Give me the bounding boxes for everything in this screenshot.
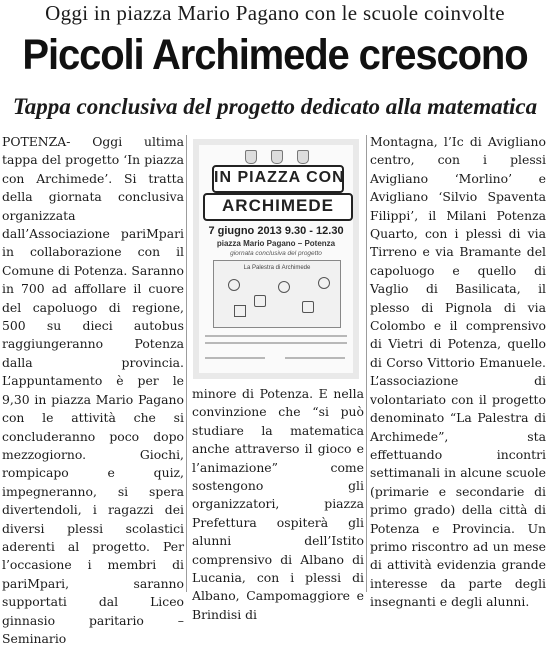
article-column-2 [192, 385, 364, 622]
subheadline: Tappa conclusiva del progetto dedicato alla matematica [12, 94, 538, 119]
crest-icon [245, 150, 257, 164]
poster-footer-line [285, 357, 345, 359]
doodle-icon [228, 279, 240, 291]
poster-footer-line [205, 342, 347, 344]
doodle-icon [278, 281, 290, 293]
doodle-icon [302, 301, 314, 313]
poster-sheet [199, 145, 353, 373]
article-column-3 [370, 133, 546, 610]
poster-box-label: La Palestra di Archimede [243, 265, 311, 271]
doodle-icon [254, 295, 266, 307]
crest-icon [297, 150, 309, 164]
poster-place: piazza Mario Pagano – Potenza [216, 239, 336, 248]
poster-title-line-2: ARCHIMEDE [203, 193, 353, 221]
crest-icon [271, 150, 283, 164]
poster-subtitle: giornata conclusiva del progetto [230, 250, 322, 257]
kicker: Oggi in piazza Mario Pagano con le scuole coinvolte [45, 1, 505, 25]
column-divider [366, 135, 367, 592]
doodle-icon [234, 305, 246, 317]
article-column-1 [2, 133, 184, 646]
poster-footer-line [205, 357, 265, 359]
body-paragraph: Montagna, l’Ic di Avigliano centro, con i plessi Avigliano ‘Morlino’ e Avigliano ‘Silvio Spaventa Filippi’, il Milani Potenza Quarto, con i plessi di via Tirreno e via Bramante del capoluogo e quello di Vaglio di Basilicata, il plesso di Pignola di via Colombo e il comprensivo di Vietri di Potenza, quello di Corso Vittorio Emanuele. L’associazione di volontariato con il progetto denominato “La Palestra di Archimede”, sta effettuando incontri settimanali in alcune scuole (primarie e secondarie di primo grado) della città di Potenza e Provincia. Un primo riscontro ad un mese di attività evidenzia grande interesse da parte degli insegnanti e degli alunni. [370, 134, 546, 610]
column-divider [186, 135, 187, 592]
event-poster-image [193, 139, 359, 379]
body-paragraph: minore di Potenza. E nella convinzione che “si può studiare la matematica anche attraverso il gioco e l’animazione” come sostengono gli organizzatori, piazza Prefettura ospiterà gli alunni dell’Istito comprensivo di Albano di Lucania, con i plessi di Albano, Campomaggiore e Brindisi di [192, 386, 364, 622]
doodle-icon [318, 277, 330, 289]
poster-date: 7 giugno 2013 9.30 - 12.30 [208, 225, 344, 237]
poster-illustration-box [213, 260, 341, 328]
headline: Piccoli Archimede crescono [22, 31, 528, 79]
poster-title-line-1: IN PIAZZA CON [212, 165, 344, 193]
body-paragraph: POTENZA- Oggi ultima tappa del progetto ‘In piazza con Archimede’. Si tratta della giornata conclusiva organizzata dall’Associazione pariMpari in collaborazione con il Comune di Potenza. Saranno in 700 ad affollare il cuore del capoluogo di regione, 500 su dieci autobus raggiungeranno Potenza dalla provincia. L’appuntamento è per le 9,30 in piazza Mario Pagano con le attività che si concluderanno poco dopo mezzogiorno. Giochi, rompicapo e quiz, impegneranno, si spera divertendoli, i ragazzi dei diversi plessi scolastici aderenti al progetto. Per l’occasione i membri di pariMpari, saranno supportati dal Liceo ginnasio paritario – Seminario [2, 134, 184, 646]
poster-footer-line [205, 335, 347, 337]
